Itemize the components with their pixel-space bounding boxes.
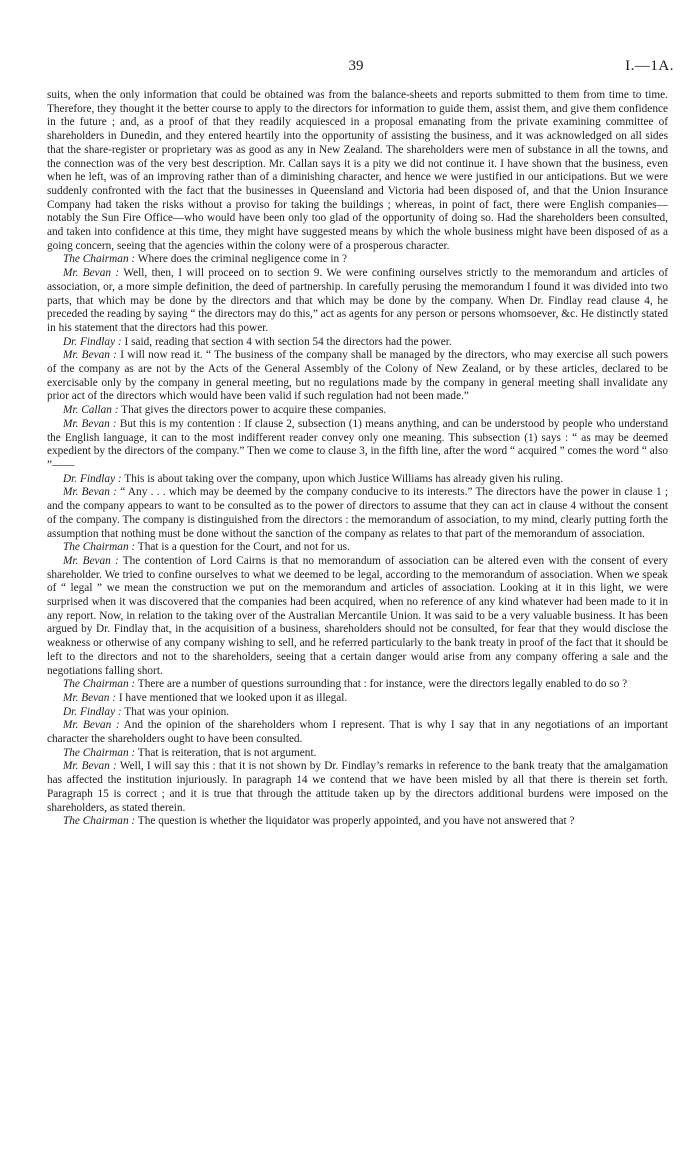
paragraph <box>47 555 668 678</box>
speaker-label: Mr. Bevan : <box>63 349 117 362</box>
paragraph <box>47 719 668 746</box>
paragraph <box>47 418 668 473</box>
paragraph-text: That was your opinion. <box>121 705 230 718</box>
paragraph-text: Well, then, I will proceed on to section 9. We were confining ourselves strictly to the memorandum and articles of association, or, a more simple definition, the deed of partnership. In carefully perusing the memorandum I found it was divided into two parts, that which may be done by the directors and that which may be done by the company. When Dr. Findlay read clause 4, he preceded the reading by saying “ the directors may do this,” act as agents for any person or persons whomsoever, &c. He distinctly stated in his statement that the directors had this power. <box>47 267 669 334</box>
paragraph-text: suits, when the only information that could be obtained was from the balance-sheets and reports submitted to them from time to time. Therefore, they thought it the better course to apply to the directors for information to guide them, assist them, and give them confidence in the future ; and, as a proof of that they readily acquiesced in a proposal emanating from the private examining committee of shareholders in Dunedin, and they entered heartily into the opportunity of assisting the business, and it was acknowledged on all sides that the share-register or proprietary was as good as any in New Zealand. The shareholders were men of substance in all the towns, and the connection was of the very best description. Mr. Callan says it is a pity we did not continue it. I have shown that the business, even when he left, was of an improving rather than of a diminishing character, and hence we were justified in our anticipations. But we were suddenly confronted with the fact that the businesses in Queensland and Victoria had been disposed of, and that the Union Insurance Company had taken the risks without a proviso for taking the buildings ; whereas, in point of fact, there were English companies—notably the Sun Fire Office—who would have been only too glad of the opportunity of doing so. Had the shareholders been consulted, and taken into confidence at this time, they might have suggested means by which the whole business might have been disposed of as a going concern, seeing that the agencies within the colony were of a prosperous character. <box>47 89 668 252</box>
speaker-label: Mr. Bevan : <box>63 691 117 704</box>
paragraph <box>47 267 668 336</box>
paragraph <box>47 473 668 487</box>
speaker-label: Dr. Findlay : <box>63 335 122 348</box>
document-reference: I.—1A. <box>625 58 674 74</box>
speaker-label: The Chairman : <box>63 678 136 691</box>
speaker-label: Mr. Bevan : <box>63 267 120 280</box>
paragraph-text: The question is whether the liquidator was properly appointed, and you have not answered that ? <box>135 815 575 828</box>
paragraph <box>47 760 668 815</box>
paragraph <box>47 541 668 555</box>
paragraph <box>47 89 668 253</box>
speaker-label: The Chairman : <box>63 253 136 266</box>
speaker-label: The Chairman : <box>63 746 136 759</box>
paragraph <box>47 336 668 350</box>
paragraph-text: That is reiteration, that is not argument. <box>135 746 317 759</box>
paragraph-text: I have mentioned that we looked upon it as illegal. <box>116 691 348 704</box>
paragraph <box>47 747 668 761</box>
page-number: 39 <box>348 58 364 74</box>
paragraph-text: This is about taking over the company, upon which Justice Williams has already given his ruling. <box>121 472 564 485</box>
paragraph-text: But this is my contention : If clause 2, subsection (1) means anything, and can be understood by people who understand the English language, it can to the most indifferent reader convey only one meaning. This subsection (1) says : “ as may be deemed expedient by the directors of the company.” Then we come to clause 3, in the fifth line, after the word “ acquired ” comes the word “ also ”—— <box>47 417 668 471</box>
paragraph-text: I will now read it. “ The business of the company shall be managed by the directors, who may exercise all such powers of the company as are not by the Acts of the General Assembly of the Colony of New Zealand, or by these articles, declared to be exercisable only by the company in general meeting, but no regulations made by the company in general meeting shall invalidate any prior act of the directors which would have been valid if such regulation had not been made.” <box>47 349 668 403</box>
speaker-label: The Chairman : <box>63 541 136 554</box>
paragraph-text: I said, reading that section 4 with section 54 the directors had the power. <box>121 335 452 348</box>
paragraph <box>47 692 668 706</box>
paragraph <box>47 678 668 692</box>
paragraph-text: The contention of Lord Cairns is that no memorandum of association can be altered even with the consent of every shareholder. We tried to confine ourselves to what we deemed to be legal, according to the memorandum of association. When we speak of “ legal ” we mean the construction we put on the memorandum and articles of association. Looking at it in this light, we were surprised when it was discovered that the companies had been acquired, when no reference of any kind whatever had been made to it in any report. Now, in relation to the taking over of the Australian Mercantile Union. It was said to be a very valuable business. It has been argued by Dr. Findlay that, in the acquisition of a business, shareholders should not be consulted, for fear that they would disclose the weakness or otherwise of any company wishing to sell, and he referred particularly to the bank treaty in proof of the fact that it should be left to the directors and not to the shareholders, seeing that a certain danger would arise from any company offering a sale and the negotiations falling short. <box>47 554 668 677</box>
paragraph <box>47 404 668 418</box>
paragraph <box>47 706 668 720</box>
paragraph <box>47 486 668 541</box>
body-text <box>47 89 668 829</box>
paragraph-text: There are a number of questions surrounding that : for instance, were the directors legally enabled to do so ? <box>135 678 628 691</box>
speaker-label: Dr. Findlay : <box>63 472 122 485</box>
paragraph-text: Well, I will say this : that it is not shown by Dr. Findlay’s remarks in reference to the bank treaty that the amalgamation has affected the institution injuriously. In paragraph 14 we contend that we have been misled by all that there is therein set forth. Paragraph 15 is correct ; and it is true that through the attitude taken up by the directors additional burdens were imposed on the shareholders, as stated therein. <box>47 760 668 814</box>
speaker-label: Dr. Findlay : <box>63 705 122 718</box>
paragraph <box>47 253 668 267</box>
paragraph <box>47 349 668 404</box>
speaker-label: Mr. Bevan : <box>63 417 117 430</box>
speaker-label: Mr. Bevan : <box>63 719 120 732</box>
paragraph-text: And the opinion of the shareholders whom I represent. That is why I say that in any negotiations of an important character the shareholders ought to have been consulted. <box>47 719 668 746</box>
paragraph-text: That gives the directors power to acquire these companies. <box>118 404 387 417</box>
speaker-label: Mr. Bevan : <box>63 486 117 499</box>
paragraph-text: That is a question for the Court, and not for us. <box>135 541 350 554</box>
speaker-label: Mr. Callan : <box>63 404 119 417</box>
speaker-label: Mr. Bevan : <box>63 760 117 773</box>
paragraph-text: “ Any . . . which may be deemed by the company conducive to its interests.” The directors have the power in clause 1 ; and the company appears to want to be consulted as to the power of directors to assume that they can act in clause 4 without the consent of the company. The company is distinguished from the directors : the memorandum of association, to my mind, clearly putting forth the assumption that nothing must be done without the sanction of the company as relates to that part of the memorandum of association. <box>47 486 669 540</box>
paragraph <box>47 815 668 829</box>
speaker-label: Mr. Bevan : <box>63 554 119 567</box>
paragraph-text: Where does the criminal negligence come in ? <box>135 253 348 266</box>
speaker-label: The Chairman : <box>63 815 136 828</box>
